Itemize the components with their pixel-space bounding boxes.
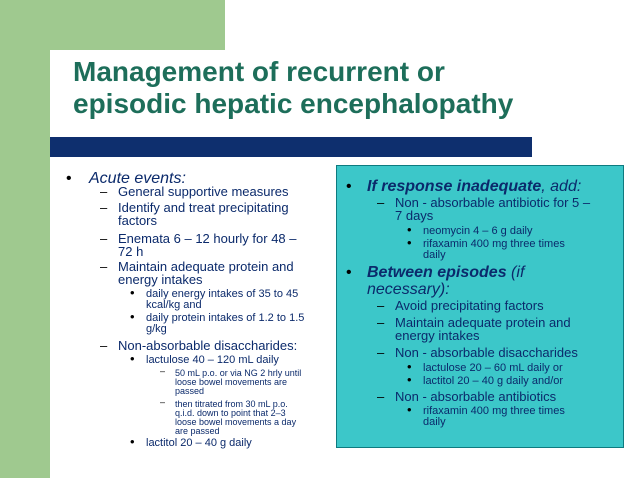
list-item: Non - absorbable disaccharides <box>395 345 578 360</box>
list-item: 7 days <box>395 208 434 223</box>
list-item: Maintain adequate protein and <box>118 259 294 274</box>
dash: – <box>100 338 108 353</box>
list-item: Enemata 6 – 12 hourly for 48 – <box>118 231 297 246</box>
list-item: energy intakes <box>118 272 203 287</box>
bullet: • <box>346 264 352 281</box>
sub-item: daily energy intakes of 35 to 45 <box>146 288 299 300</box>
between-episodes-heading-cont: necessary): <box>367 281 450 298</box>
sub-item: lactitol 20 – 40 g daily and/or <box>423 375 564 387</box>
bullet: • <box>130 434 135 449</box>
sub-item: lactulose 40 – 120 mL daily <box>146 354 279 366</box>
bullet: • <box>130 351 135 366</box>
bullet: • <box>130 285 135 300</box>
list-item: Non - absorbable antibiotics <box>395 389 557 404</box>
sub-item: g/kg <box>146 323 167 335</box>
sub-item: daily <box>423 249 446 261</box>
dash: – <box>100 184 108 199</box>
decorative-strip <box>0 0 50 478</box>
dash: – <box>100 200 108 215</box>
sub-item: rifaxamin 400 mg three times <box>423 405 565 417</box>
sub-sub-item: q.i.d. down to point that 2–3 <box>175 408 286 418</box>
sub-sub-item: then titrated from 30 mL p.o. <box>175 399 288 409</box>
list-item: factors <box>118 213 158 228</box>
list-item: energy intakes <box>395 328 480 343</box>
bullet: • <box>66 170 72 187</box>
list-item: Non-absorbable disaccharides: <box>118 338 298 353</box>
dash: – <box>100 259 108 274</box>
acute-events-heading: Acute events: <box>89 170 186 187</box>
bullet: • <box>407 372 412 387</box>
bullet: • <box>407 235 412 250</box>
sub-item: daily protein intakes of 1.2 to 1.5 <box>146 312 305 324</box>
list-item: Avoid precipitating factors <box>395 298 544 313</box>
dash: – <box>377 315 385 330</box>
dash: – <box>377 298 385 313</box>
sub-item: daily <box>423 416 446 428</box>
list-item: Identify and treat precipitating <box>118 200 289 215</box>
bullet: • <box>407 359 412 374</box>
sub-sub-item: 50 mL p.o. or via NG 2 hrly until <box>175 368 302 378</box>
bullet: • <box>346 178 352 195</box>
bullet: • <box>407 222 412 237</box>
list-item: Non - absorbable antibiotic for 5 – <box>395 195 591 210</box>
between-episodes-heading: Between episodes (if <box>367 264 525 281</box>
sub-item: lactulose 20 – 60 mL daily or <box>423 362 563 374</box>
if-inadequate-heading: If response inadequate, add: <box>367 178 582 195</box>
dash: – <box>377 195 385 210</box>
sub-item: rifaxamin 400 mg three times <box>423 238 565 250</box>
bullet: • <box>407 402 412 417</box>
sub-sub-item: passed <box>175 386 205 396</box>
list-item: 72 h <box>118 244 144 259</box>
sub-sub-item: are passed <box>175 426 220 436</box>
sub-item: lactitol 20 – 40 g daily <box>146 437 252 449</box>
sub-sub-item: loose bowel movements are <box>175 377 288 387</box>
list-item: Maintain adequate protein and <box>395 315 571 330</box>
sub-item: kcal/kg and <box>146 299 202 311</box>
sub-item: neomycin 4 – 6 g daily <box>423 225 533 237</box>
dash: – <box>377 389 385 404</box>
list-item: General supportive measures <box>118 184 289 199</box>
dash: – <box>160 366 166 376</box>
bullet: • <box>130 309 135 324</box>
title-rule <box>50 137 532 157</box>
slide-title: Management of recurrent or episodic hepatic encephalopathy <box>73 56 514 119</box>
dash: – <box>160 397 166 407</box>
dash: – <box>377 345 385 360</box>
sub-sub-item: loose bowel movements a day <box>175 417 297 427</box>
dash: – <box>100 231 108 246</box>
